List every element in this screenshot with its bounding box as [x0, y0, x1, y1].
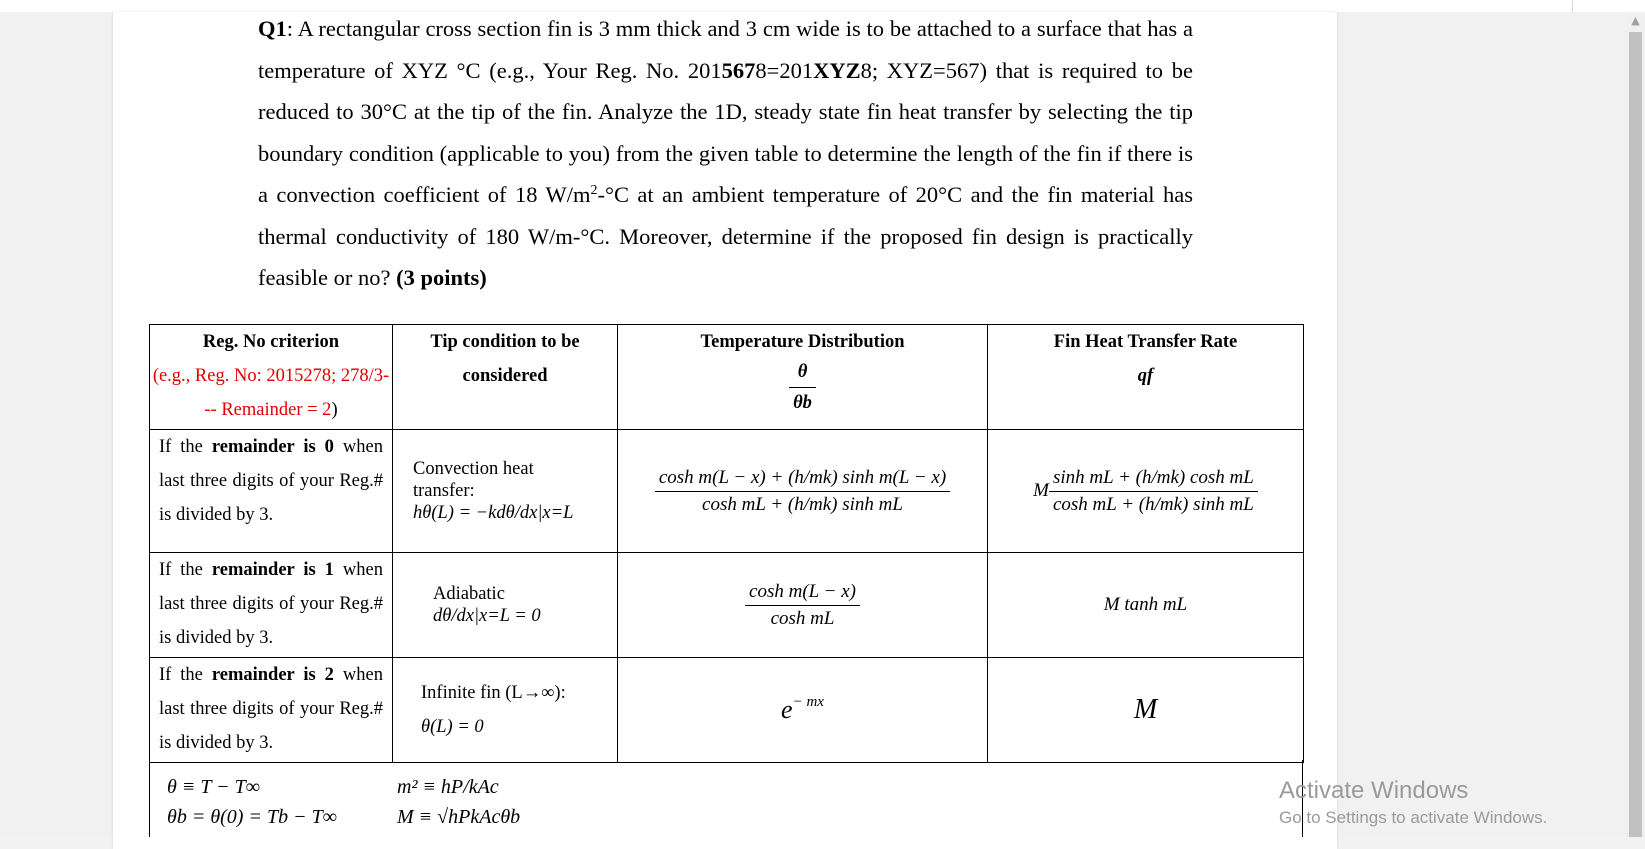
table-border-left-continued	[149, 760, 150, 837]
scroll-up-arrow-icon[interactable]: ▲	[1631, 14, 1640, 27]
vertical-scrollbar[interactable]	[1626, 12, 1645, 837]
question-text-2: 8=201	[755, 57, 814, 83]
temp-dist-cell	[618, 553, 988, 658]
criterion-pre: If the	[159, 665, 212, 685]
header-temp-fraction	[789, 359, 816, 416]
heat-rate-cell	[988, 553, 1304, 658]
criterion-pre: If the	[159, 560, 212, 580]
question-paragraph	[258, 8, 1193, 299]
header-temp-den: θb	[793, 393, 812, 413]
criterion-post: when last three digits of your Reg.# is divided by 3.	[159, 560, 383, 648]
criterion-cell	[150, 553, 393, 658]
definition-theta-b: θb = θ(0) = Tb − T∞	[167, 806, 337, 828]
definition-theta: θ ≡ T − T∞	[167, 776, 260, 798]
header-criterion-close: )	[331, 400, 338, 420]
definitions-left	[167, 772, 337, 832]
header-rate-symbol: qf	[1137, 366, 1154, 386]
heat-rate-value: M	[1133, 694, 1158, 725]
definition-M: M ≡ √hPkAcθb	[397, 806, 521, 828]
heat-rate-prefix: M	[1033, 479, 1049, 501]
tip-cell	[393, 553, 618, 658]
watermark-subtitle: Go to Settings to activate Windows.	[1279, 808, 1548, 827]
criterion-bold: remainder is 2	[211, 665, 334, 685]
scrollbar-thumb[interactable]	[1629, 32, 1642, 837]
header-criterion	[150, 325, 393, 430]
temp-dist-exponent: − mx	[792, 694, 824, 710]
temp-dist-den: cosh mL	[770, 607, 835, 629]
temp-dist-den: cosh mL + (h/mk) sinh mL	[702, 493, 903, 515]
criterion-post: when last three digits of your Reg.# is divided by 3.	[159, 437, 383, 525]
header-rate-title: Fin Heat Transfer Rate	[1053, 332, 1238, 352]
temp-dist-cell	[618, 658, 988, 763]
question-points: (3 points)	[396, 265, 487, 290]
reg-example-bold-1: 567	[721, 57, 756, 83]
heat-rate-cell	[988, 658, 1304, 763]
tip-cell	[393, 430, 618, 553]
question-text-4: -°C at an ambient temperature of 20°C and the fin material has thermal conductivity of 180 W/m-°C. Moreover, determine if the proposed fin design is practically feasible or no?	[258, 182, 1193, 290]
header-rate	[988, 325, 1304, 430]
definitions-right	[397, 772, 520, 832]
heat-rate-value: M tanh mL	[1103, 594, 1188, 615]
table-row	[150, 553, 1304, 658]
temp-dist-fraction	[655, 467, 950, 516]
criterion-bold: remainder is 1	[211, 560, 334, 580]
header-criterion-title: Reg. No criterion	[202, 332, 340, 352]
question-text-3: 8; XYZ=567) that is required to be reduced to 30°C at the tip of the fin. Analyze the 1D, steady state fin heat transfer by selecting the tip boundary condition (applicable to you) from the given table to determine the length of the fin if there is a convection coefficient of 18 W/m	[258, 57, 1193, 207]
definition-m-squared: m² ≡ hP/kAc	[397, 776, 499, 798]
fin-boundary-table	[149, 324, 1304, 763]
temp-dist-num: cosh m(L − x) + (h/mk) sinh m(L − x)	[655, 467, 950, 492]
temp-dist-fraction	[745, 581, 860, 630]
question-label: Q1	[258, 16, 287, 41]
header-temp	[618, 325, 988, 430]
tip-line-2: transfer:	[413, 481, 475, 501]
heat-rate-fraction	[1049, 467, 1258, 516]
criterion-post: when last three digits of your Reg.# is divided by 3.	[159, 665, 383, 753]
criterion-cell	[150, 658, 393, 763]
heat-rate-cell	[988, 430, 1304, 553]
tip-line-1: Infinite fin (L→∞):	[421, 683, 566, 703]
criterion-bold: remainder is 0	[211, 437, 334, 457]
criterion-pre: If the	[159, 437, 212, 457]
temp-dist-num: cosh m(L − x)	[745, 581, 860, 606]
table-row	[150, 658, 1304, 763]
tip-line-1: Convection heat	[413, 459, 534, 479]
tip-cell	[393, 658, 618, 763]
tip-line-1: Adiabatic	[433, 584, 505, 604]
superscript-2: 2	[590, 183, 598, 198]
table-header-row	[150, 325, 1304, 430]
activate-windows-watermark	[1279, 776, 1547, 830]
header-temp-title: Temperature Distribution	[700, 332, 905, 352]
header-tip	[393, 325, 618, 430]
header-criterion-example: (e.g., Reg. No: 2015278; 278/3--- Remainder = 2	[152, 366, 390, 420]
table-row	[150, 430, 1304, 553]
heat-rate-num: sinh mL + (h/mk) cosh mL	[1049, 467, 1258, 492]
temp-dist-cell	[618, 430, 988, 553]
reg-example-bold-2: XYZ	[813, 57, 861, 83]
tip-line-2: dθ/dx|x=L = 0	[433, 606, 541, 626]
header-tip-title: Tip condition to be considered	[430, 332, 580, 386]
tip-line-2: θ(L) = 0	[421, 717, 484, 737]
temp-dist-base: e	[781, 695, 793, 724]
tip-line-3: hθ(L) = −kdθ/dx|x=L	[413, 503, 574, 523]
watermark-title: Activate Windows	[1279, 777, 1469, 804]
heat-rate-den: cosh mL + (h/mk) sinh mL	[1052, 493, 1254, 515]
criterion-cell	[150, 430, 393, 553]
question-text-1: : A rectangular cross section fin is 3 mm thick and 3 cm wide is to be attached to a surface that has a temperature of XYZ °C (e.g., Your Reg. No. 201	[258, 16, 1193, 83]
header-temp-num: θ	[789, 359, 816, 388]
toolbar-divider	[1572, 0, 1573, 12]
